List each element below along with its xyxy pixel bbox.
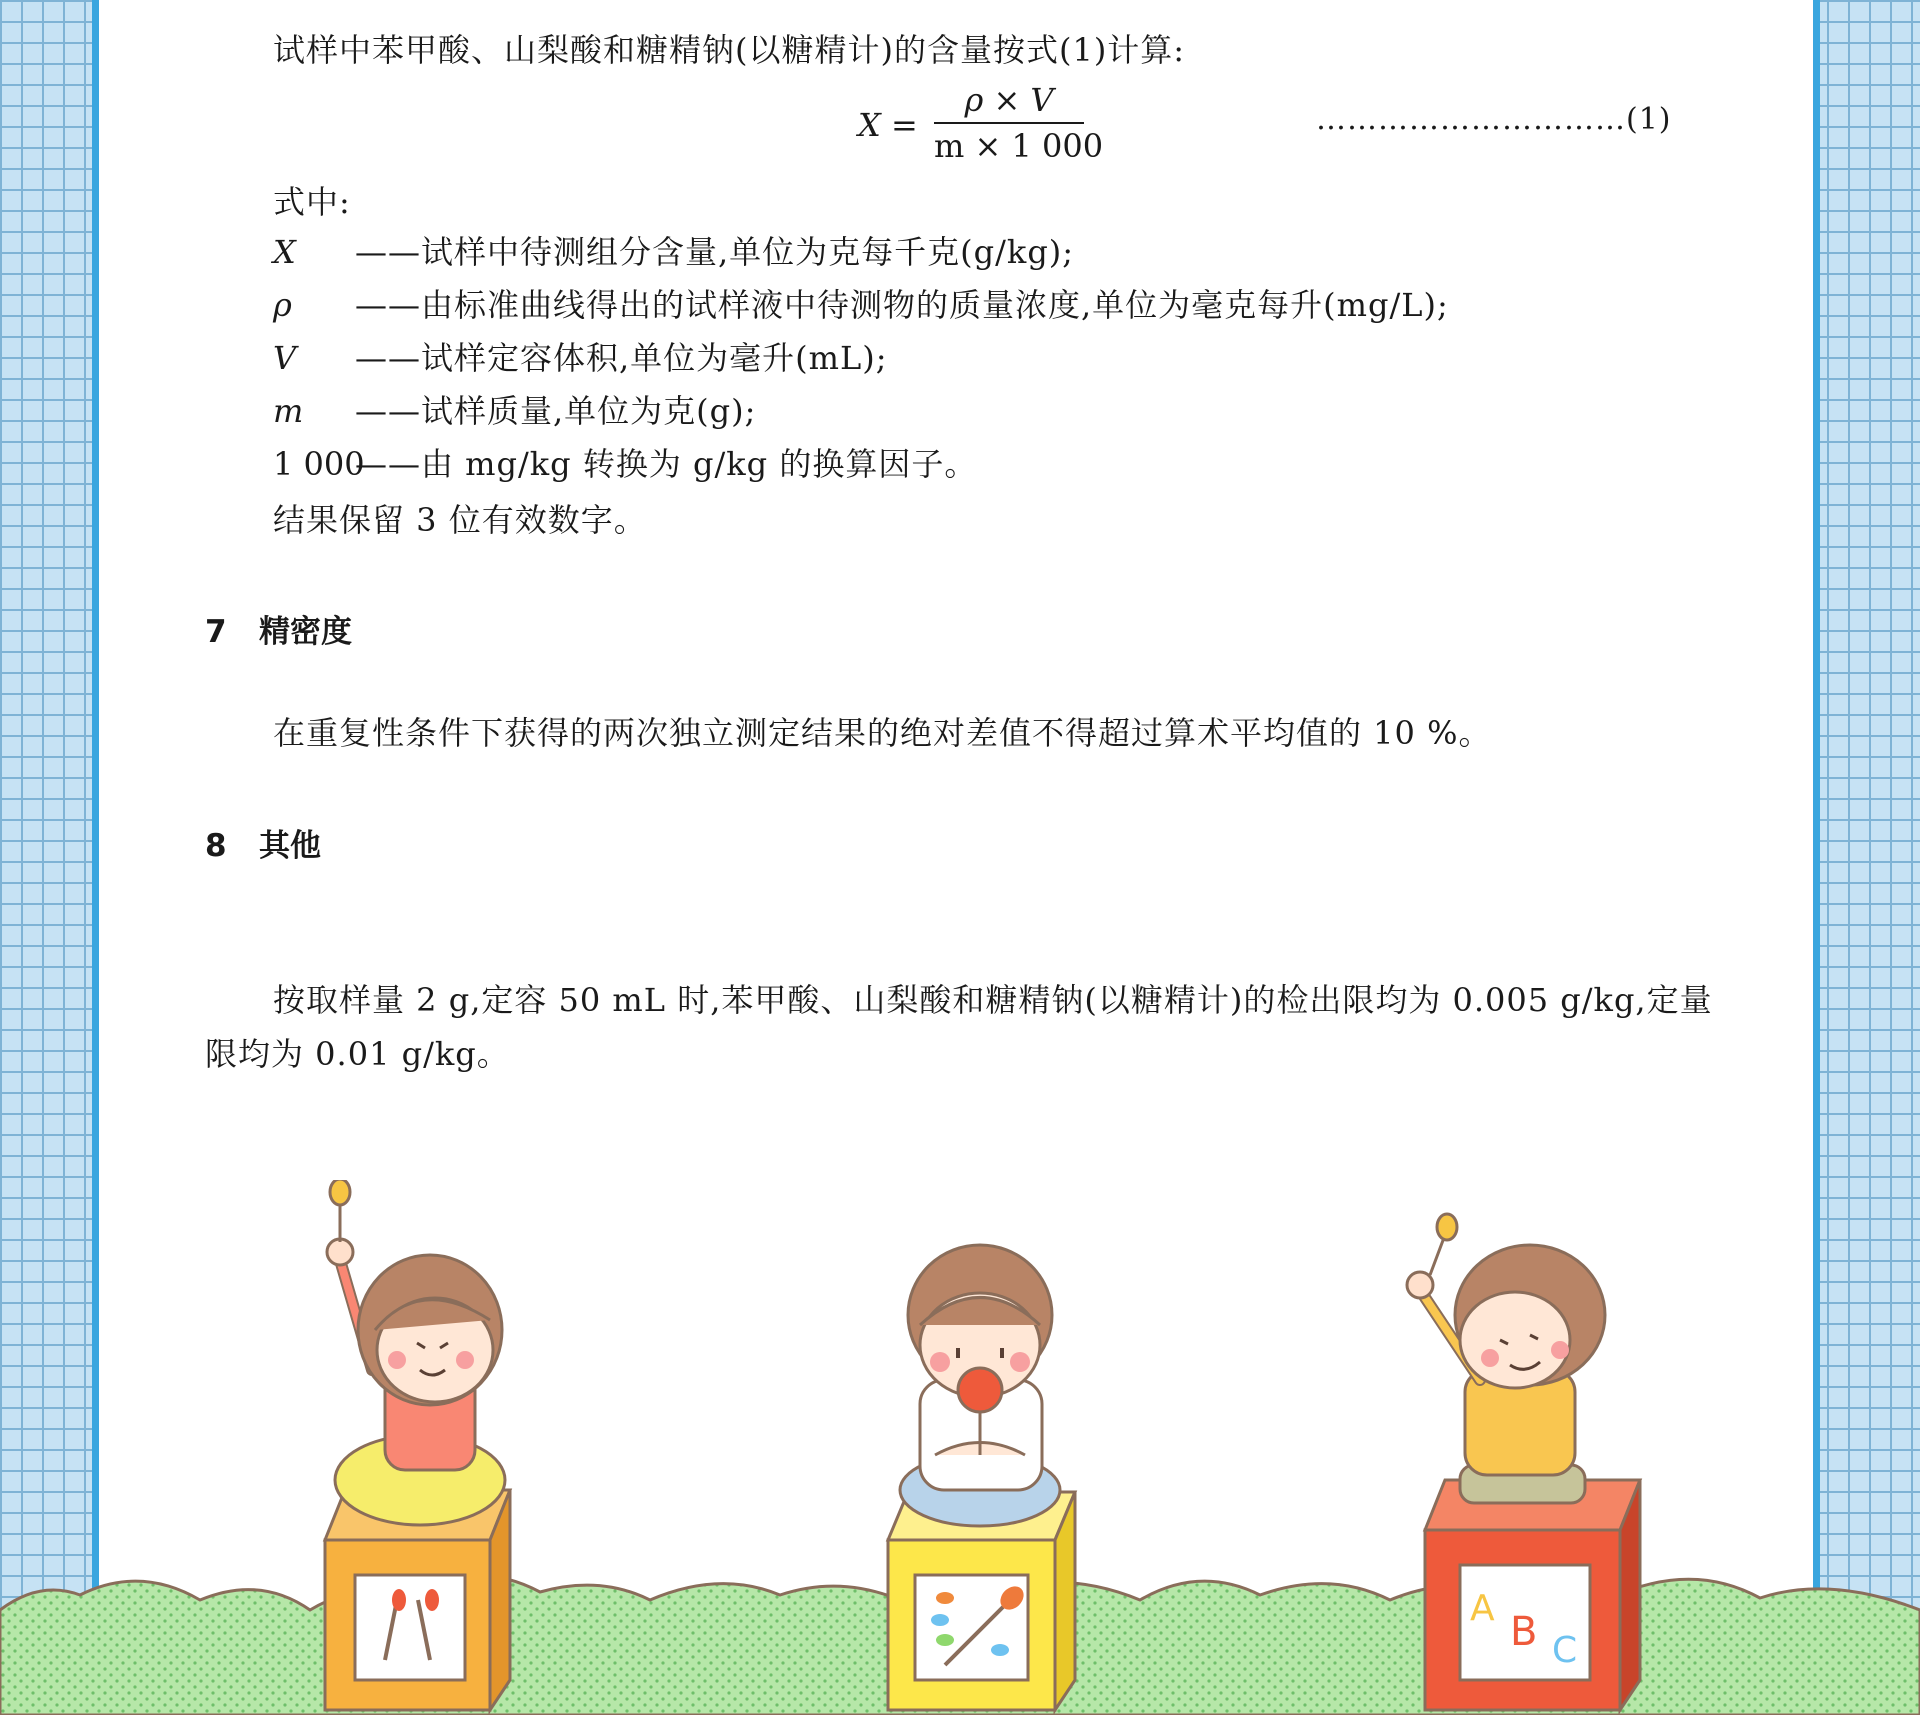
definition-desc: ——试样中待测组分含量,单位为克每千克(g/kg); [355,233,1075,271]
section-8-paragraph-line1: 按取样量 2 g,定容 50 mL 时,苯甲酸、山梨酸和糖精钠(以糖精计)的检出限均为 0.005 g/kg,定量 [273,981,1713,1019]
definition-symbol: ρ [273,286,292,324]
intro-text: 试样中苯甲酸、山梨酸和糖精钠(以糖精计)的含量按式(1)计算: [273,31,1186,69]
definition-desc: ——试样定容体积,单位为毫升(mL); [355,339,888,377]
red-block [1425,1480,1640,1710]
result-note: 结果保留 3 位有效数字。 [273,501,647,539]
formula-denominator: m × 1 000 [934,127,1104,165]
formula-numerator: ρ × V [964,81,1054,119]
definition-desc: ——由标准曲线得出的试样液中待测物的质量浓度,单位为毫克每升(mg/L); [355,286,1449,324]
girl-right [1407,1214,1605,1503]
boy-center [900,1245,1060,1526]
section-number: 8 [205,828,227,864]
definition-desc: ——由 mg/kg 转换为 g/kg 的换算因子。 [355,445,978,483]
section-7-paragraph: 在重复性条件下获得的两次独立测定结果的绝对差值不得超过算术平均值的 10 %。 [273,714,1492,752]
section-heading-8 [205,820,321,865]
formula-lhs: X = [858,106,918,144]
block-letter-a: A [1470,1588,1495,1629]
definition-symbol: V [273,339,297,377]
kids-illustration [0,1180,1920,1715]
section-heading-7 [205,606,352,651]
definition-symbol: X [273,233,296,271]
fraction-bar [934,122,1084,124]
definition-desc: ——试样质量,单位为克(g); [355,392,757,430]
where-label: 式中: [273,183,351,221]
block-letter-c: C [1552,1630,1578,1671]
definition-symbol: 1 000 [273,445,365,483]
section-title: 其他 [259,828,321,864]
section-title: 精密度 [259,614,352,650]
block-letter-b: B [1510,1609,1538,1655]
girl-left [327,1180,505,1525]
equation-number: …………………………(1) [1316,102,1672,137]
section-8-paragraph-line2: 限均为 0.01 g/kg。 [205,1035,510,1073]
definition-symbol: m [273,392,304,430]
section-number: 7 [205,614,227,650]
formula-fraction [934,80,1104,166]
